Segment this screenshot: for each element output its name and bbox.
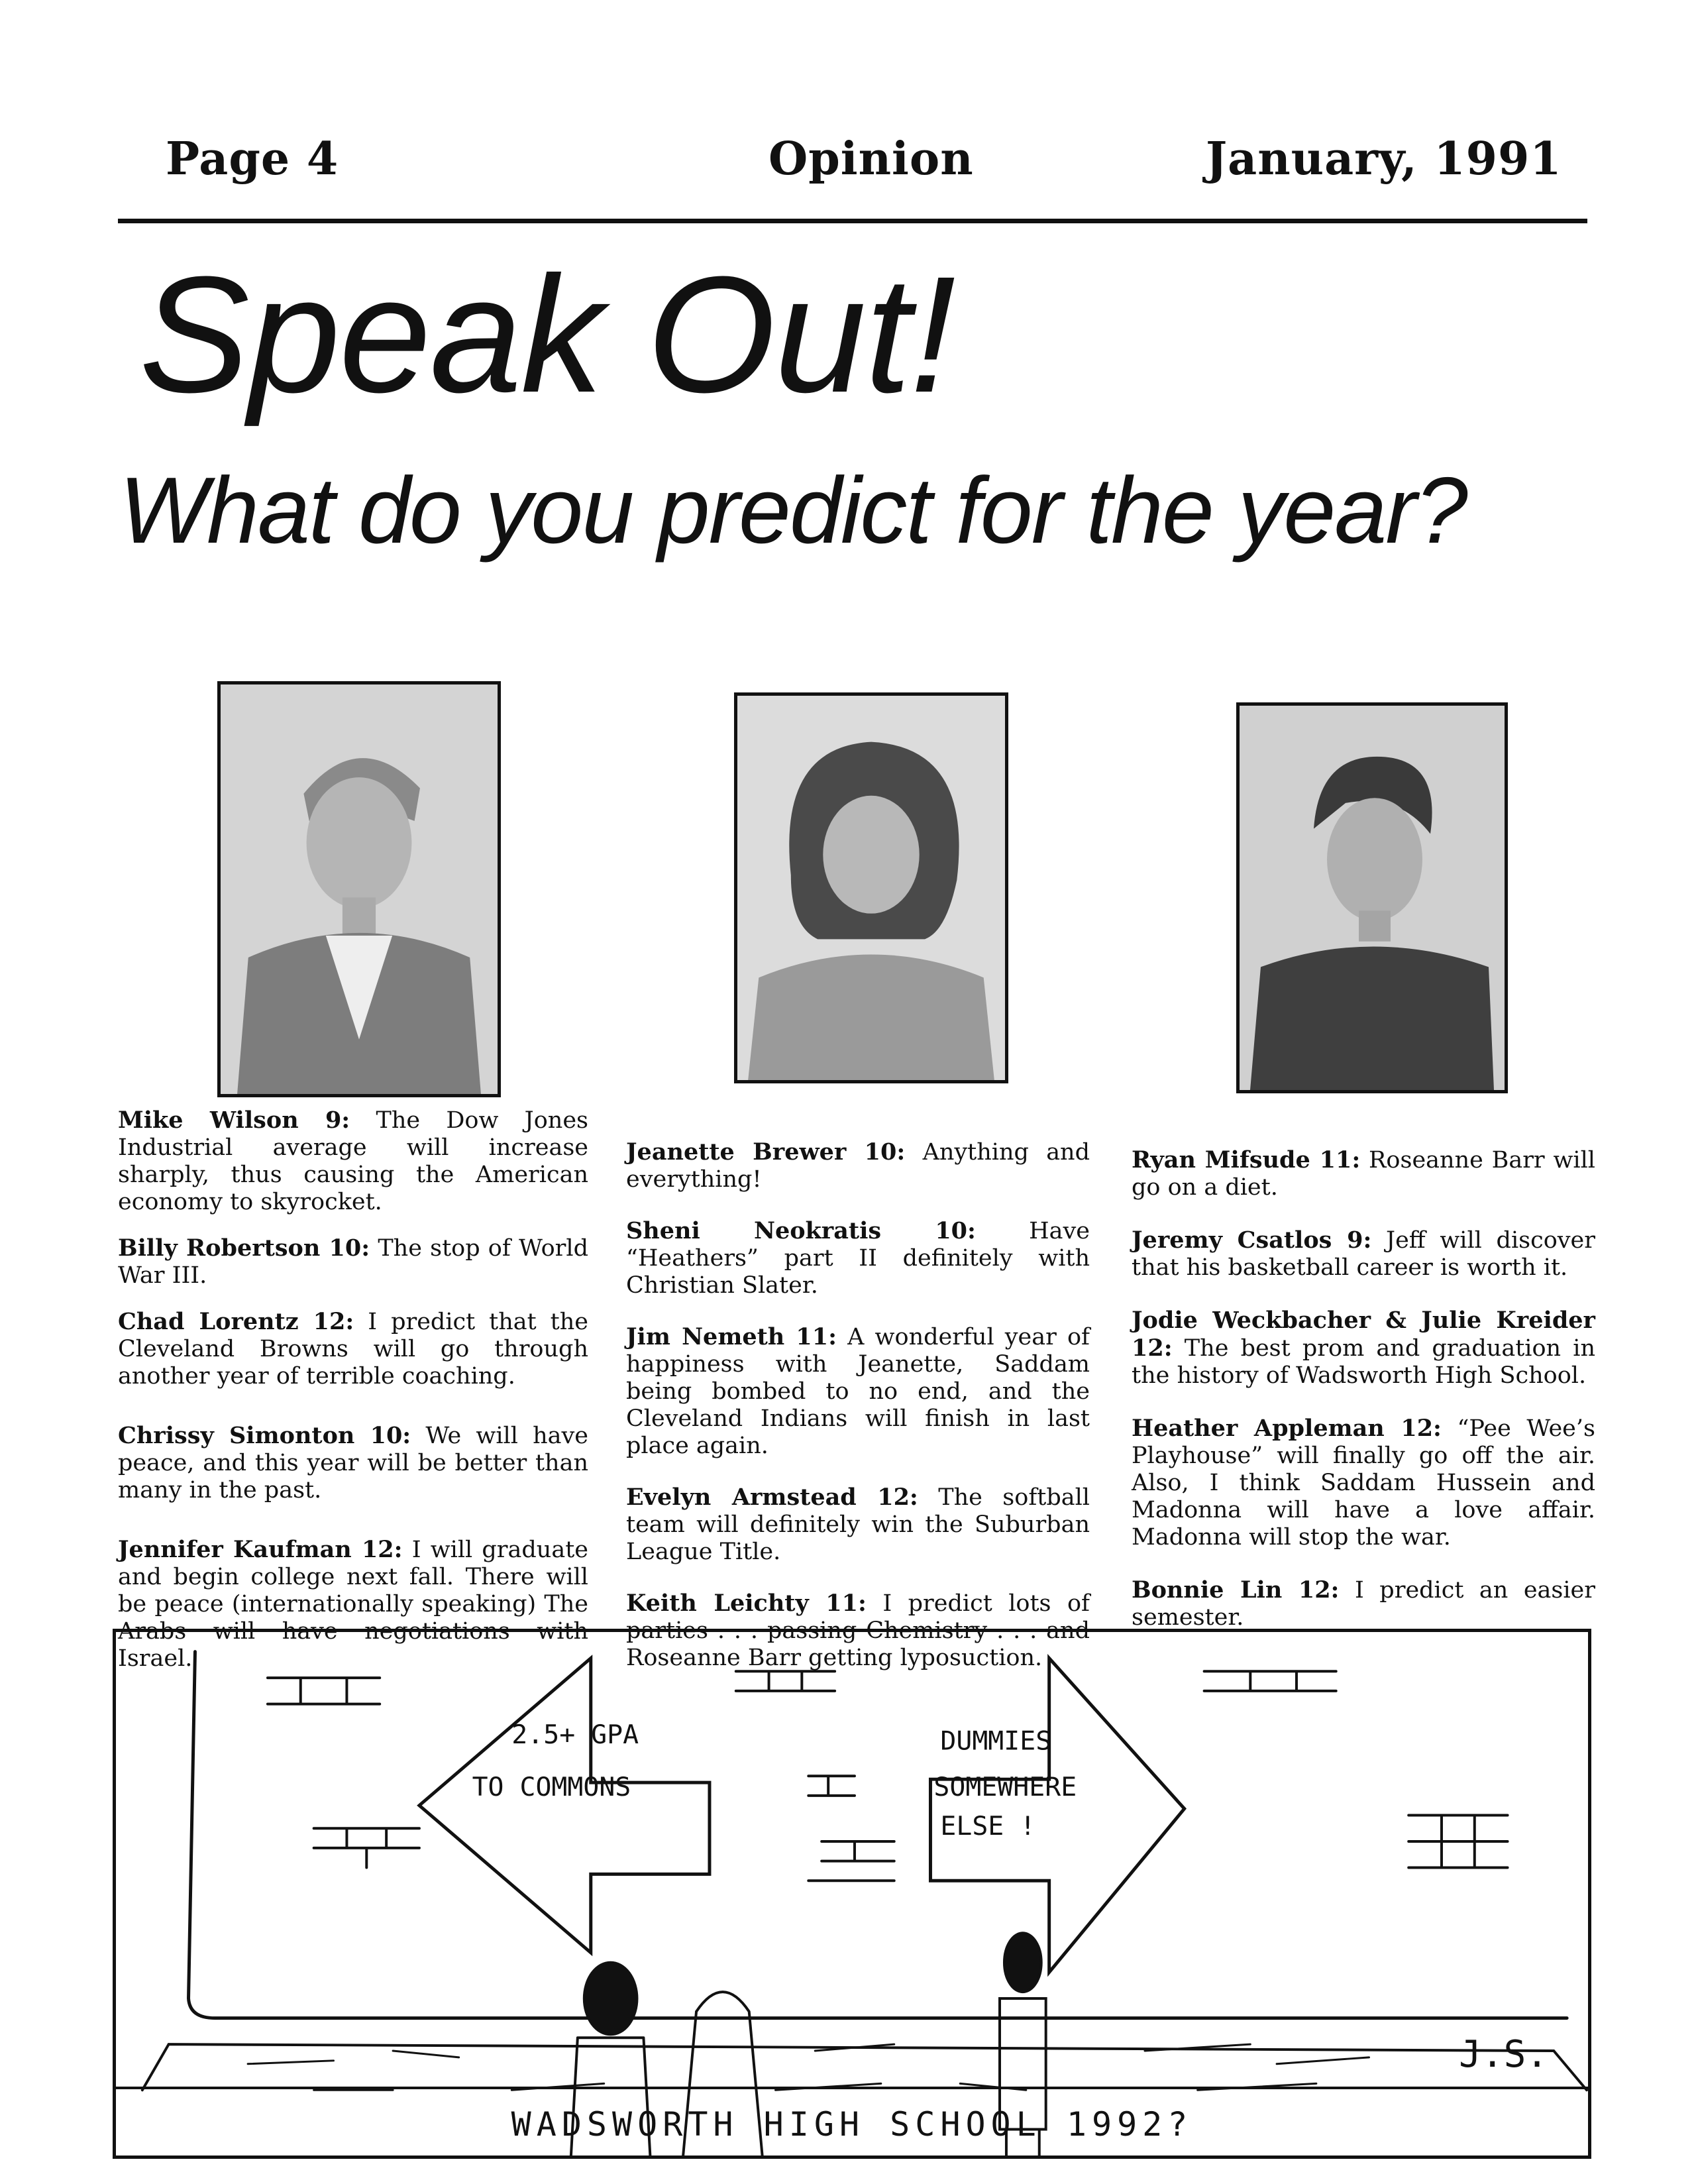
respondent-name: Jeanette Brewer 10:	[626, 1138, 906, 1166]
respondent-name: Keith Leichty 11:	[626, 1590, 867, 1617]
opinion-text: I predict that the Cleveland Browns will go through another year of terrible coaching.	[118, 1309, 588, 1390]
opinion-entry	[118, 1422, 588, 1504]
respondent-name: Jim Nemeth 11:	[626, 1323, 837, 1350]
opinion-text: We will have peace, and this year will be better than many in the past.	[118, 1423, 588, 1503]
opinion-entry	[626, 1217, 1090, 1299]
respondent-name: Evelyn Armstead 12:	[626, 1484, 918, 1511]
respondent-name: Ryan Mifsude 11:	[1132, 1146, 1361, 1174]
cartoonist-initials: J.S.	[1459, 2033, 1548, 2076]
cartoon-caption: WADSWORTH HIGH SCHOOL 1992?	[511, 2105, 1193, 2144]
opinion-text: The best prom and graduation in the history of Wadsworth High School.	[1132, 1335, 1595, 1389]
opinion-text: I will graduate and begin college next fall. There will be peace (internationally speaking) The Arabs will have negotiations with Israel.	[118, 1537, 588, 1672]
opinion-entry	[626, 1484, 1090, 1566]
portrait-photo-3	[1236, 702, 1508, 1093]
section-name: Opinion	[768, 133, 974, 186]
opinion-text: The softball team will definitely win the Suburban League Title.	[626, 1484, 1090, 1565]
respondent-name: Billy Robertson 10:	[118, 1234, 370, 1262]
respondent-name: Bonnie Lin 12:	[1132, 1576, 1340, 1604]
masthead-rule	[118, 219, 1587, 223]
opinion-text: The stop of World War III.	[118, 1235, 588, 1289]
left-sign-line-1: 2.5+ GPA	[511, 1720, 639, 1750]
respondent-name: Mike Wilson 9:	[118, 1107, 350, 1134]
opinion-text: The Dow Jones Industrial average will increase sharply, thus causing the American economy to skyrocket.	[118, 1107, 588, 1215]
respondent-name: Heather Appleman 12:	[1132, 1415, 1442, 1442]
page-number: Page 4	[166, 133, 339, 186]
opinion-text: Anything and everything!	[626, 1139, 1090, 1193]
opinions-column-1	[118, 1107, 588, 1691]
subheadline: What do you predict for the year?	[119, 458, 1467, 563]
respondent-name: Jeremy Csatlos 9:	[1132, 1227, 1372, 1254]
opinion-text: Have “Heathers” part II definitely with Christian Slater.	[626, 1218, 1090, 1299]
respondent-name: Sheni Neokratis 10:	[626, 1217, 976, 1244]
opinion-entry	[1132, 1415, 1595, 1551]
opinion-entry	[1132, 1146, 1595, 1201]
right-sign-line-2: SOMEWHERE	[933, 1772, 1077, 1802]
opinion-text: I predict lots of parties . . . passing Chemistry . . . and Roseanne Barr getting lyposuction.	[626, 1590, 1090, 1671]
portrait-photo-2	[734, 692, 1008, 1083]
right-sign-line-3: ELSE !	[940, 1811, 1036, 1842]
respondent-name: Jodie Weckbacher & Julie Kreider 12:	[1132, 1307, 1595, 1362]
editorial-cartoon	[113, 1629, 1591, 2159]
respondent-name: Jennifer Kaufman 12:	[118, 1536, 403, 1563]
opinion-entry	[118, 1107, 588, 1216]
portrait-photo-1	[217, 681, 501, 1097]
opinion-entry	[626, 1323, 1090, 1460]
opinion-text: Jeff will discover that his basketball career is worth it.	[1132, 1227, 1595, 1281]
opinions-column-3	[1132, 1146, 1595, 1657]
caption-divider	[116, 2087, 1588, 2089]
opinion-entry	[626, 1138, 1090, 1193]
headline: Speak Out!	[139, 242, 955, 427]
left-sign-line-2: TO COMMONS	[472, 1772, 631, 1802]
respondent-name: Chrissy Simonton 10:	[118, 1422, 411, 1449]
opinion-text: Roseanne Barr will go on a diet.	[1132, 1147, 1595, 1201]
opinions-column-2	[626, 1138, 1090, 1696]
opinion-text: I predict an easier semester.	[1132, 1577, 1596, 1631]
respondent-name: Chad Lorentz 12:	[118, 1308, 354, 1335]
opinion-entry	[118, 1234, 588, 1289]
opinion-text: A wonderful year of happiness with Jeanette, Saddam being bombed to no end, and the Cleveland Indians will finish in last place again.	[626, 1324, 1090, 1459]
opinion-entry	[1132, 1576, 1595, 1631]
opinion-entry	[1132, 1227, 1595, 1282]
right-sign-line-1: DUMMIES	[940, 1725, 1052, 1757]
opinion-text: “Pee Wee’s Playhouse” will finally go off the air. Also, I think Saddam Hussein and Madonna will have a love affair. Madonna will stop the war.	[1132, 1415, 1595, 1551]
opinion-entry	[1132, 1307, 1595, 1390]
opinion-entry	[118, 1308, 588, 1390]
issue-date: January, 1991	[1206, 133, 1562, 186]
